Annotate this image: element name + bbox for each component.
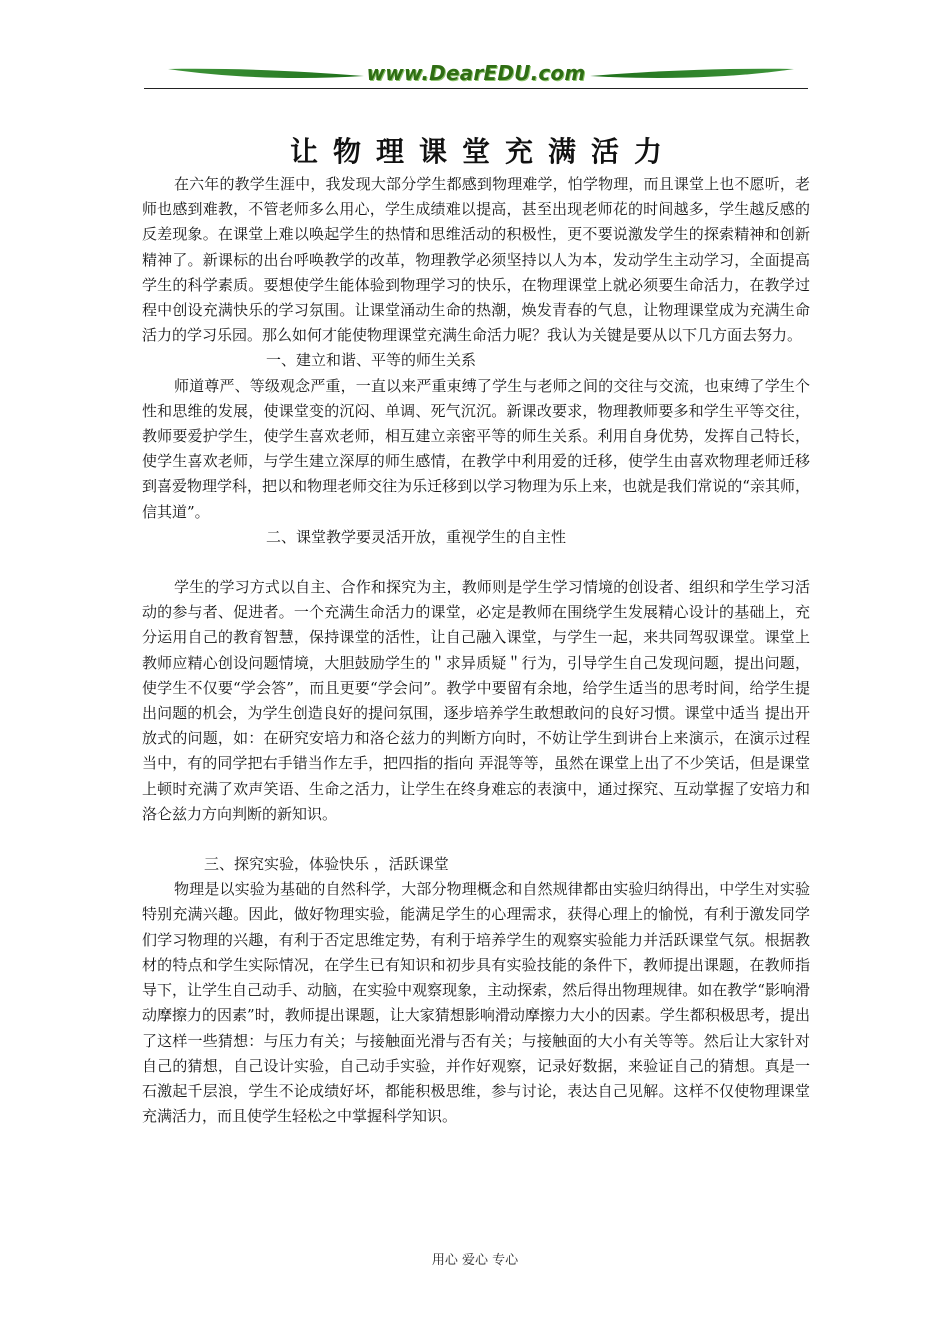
section-paragraph-2: 学生的学习方式以自主、合作和探究为主，教师则是学生学习情境的创设者、组织和学生学习活动的参与者、促进者。一个充满生命活力的课堂，必定是教师在围绕学生发展精心设计的基础上，充分运用自己的教育智慧，保持课堂的活性，让自己融入课堂，与学生一起，来共同驾驭课堂。课堂上教师应精心创设问题情境，大胆鼓励学生的＂求异质疑＂行为，引导学生自己发现问题，提出问题，使学生不仅要“学会答”，而且更要“学会问”。教学中要留有余地，给学生适当的思考时间，给学生提出问题的机会，为学生创造良好的提问氛围，逐步培养学生敢想敢问的良好习惯。课堂中适当 提出开放式的问题，如：在研究安培力和洛仑兹力的判断方向时，不妨让学生到讲台上来演示，在演示过程当中，有的同学把右手错当作左手，把四指的指向 弄混等等，虽然在课堂上出了不少笑话，但是课堂上顿时充满了欢声笑语、生命之活力，让学生在终身难忘的表演中，通过探究、互动掌握了安培力和洛仑兹力方向判断的新知识。 [142, 578, 810, 823]
section-number-2: 二、 [266, 527, 297, 546]
section-heading-1 [142, 348, 810, 373]
site-logo-text: www.DearEDU.com [366, 61, 586, 85]
section-title-2: 课堂教学要灵活开放，重视学生的自主性 [296, 527, 567, 546]
section-heading-2 [142, 525, 810, 550]
intro-paragraph: 在六年的教学生涯中，我发现大部分学生都感到物理难学，怕学物理，而且课堂上也不愿听，老师也感到难教，不管老师多么用心，学生成绩难以提高，甚至出现老师花的时间越多，学生越反感的反差现象。在课堂上难以唤起学生的热情和思维活动的积极性，更不要说激发学生的探索精神和创新精神了。新课标的出台呼唤教学的改革，物理教学必须坚持以人为本，发动学生主动学习，全面提高学生的科学素质。要想使学生能体验到物理学习的快乐，在物理课堂上就必须要生命活力，在教学过程中创设充满快乐的学习氛围。让课堂涌动生命的热潮，焕发青春的气息，让物理课堂成为充满生命活力的学习乐园。那么如何才能使物理课堂充满生命活力呢？我认为关键是要从以下几方面去努力。 [142, 175, 810, 345]
article-body [142, 172, 810, 1129]
section-paragraph-1: 师道尊严、等级观念严重，一直以来严重束缚了学生与老师之间的交往与交流，也束缚了学生个性和思维的发展，使课堂变的沉闷、单调、死气沉沉。新课改要求，物理教师要多和学生平等交往，教师要爱护学生，使学生喜欢老师，相互建立亲密平等的师生关系。利用自身优势，发挥自己特长，使学生喜欢老师，与学生建立深厚的师生感情，在教学中利用爱的迁移，使学生由喜欢物理老师迁移到喜爱物理学科，把以和物理老师交往为乐迁移到以学习物理为乐上来，也就是我们常说的“亲其师，信其道”。 [142, 376, 810, 521]
section-paragraph-3: 物理是以实验为基础的自然科学，大部分物理概念和自然规律都由实验归纳得出，中学生对实验特别充满兴趣。因此，做好物理实验，能满足学生的心理需求，获得心理上的愉悦，有利于激发同学们学习物理的兴趣，有利于否定思维定势，有利于培养学生的观察实验能力并活跃课堂气氛。根据教材的特点和学生实际情况，在学生已有知识和初步具有实验技能的条件下，教师提出课题，在教师指导下，让学生自己动手、动脑，在实验中观察现象，主动探索，然后得出物理规律。如在教学“影响滑动摩擦力的因素”时，教师提出课题，让大家猜想影响滑动摩擦力大小的因素。学生都积极思考，提出了这样一些猜想：与压力有关；与接触面光滑与否有关；与接触面的大小有关等等。然后让大家针对自己的猜想，自己设计实验，自己动手实验，并作好观察，记录好数据，来验证自己的猜想。真是一石激起千层浪，学生不论成绩好坏，都能积极思维，参与讨论，表达自己见解。这样不仅使物理课堂充满活力，而且使学生轻松之中掌握科学知识。 [142, 880, 810, 1126]
section-heading-3: 三、探究实验，体验快乐 ，活跃课堂 [204, 855, 449, 874]
page-header [144, 58, 808, 92]
page-footer: 用心 爱心 专心 [431, 1253, 519, 1268]
header-divider [144, 88, 808, 89]
article-title: 让物理课堂充满活力 [289, 135, 677, 168]
blank-line [142, 550, 810, 575]
section-title-1: 建立和谐、平等的师生关系 [296, 351, 477, 370]
section-number-1: 一、 [266, 351, 297, 370]
blank-line [142, 827, 810, 852]
